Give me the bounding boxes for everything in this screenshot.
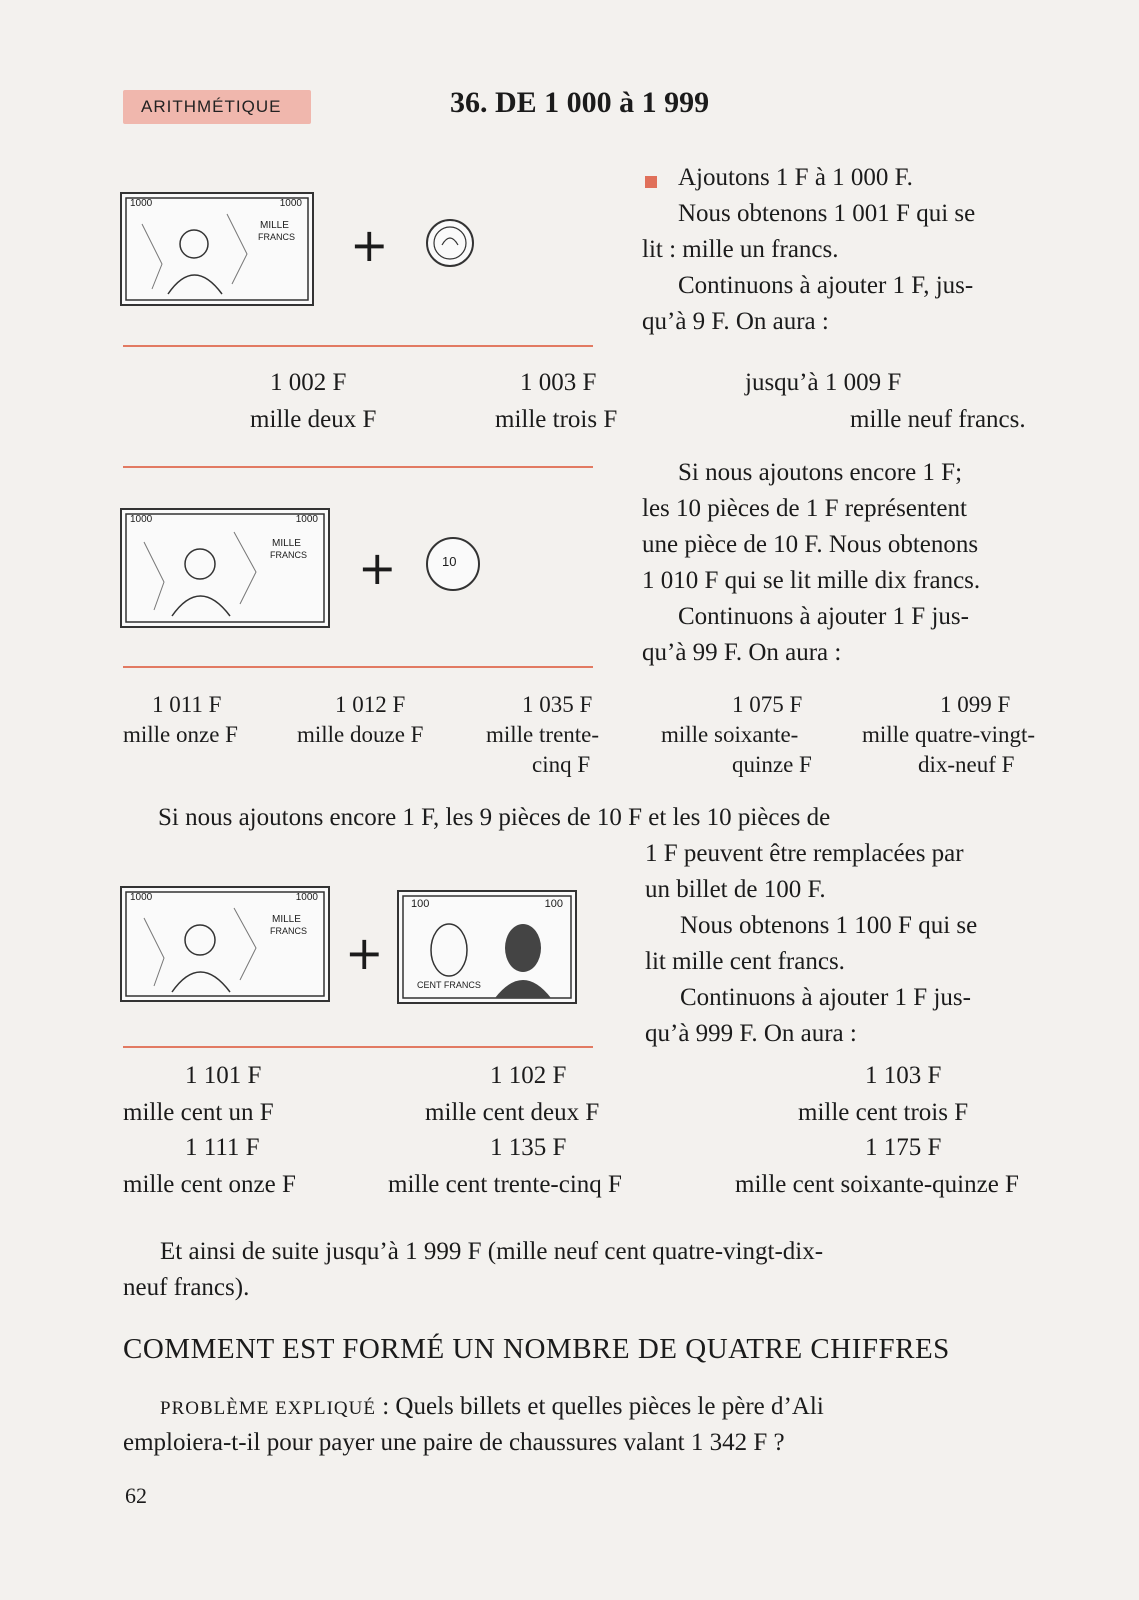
banknote-100-text: CENT FRANCS: [417, 980, 481, 990]
plus-sign: +: [358, 541, 397, 595]
banknote-1000-icon: [122, 888, 328, 1000]
row1-word-3: mille neuf francs.: [850, 406, 1026, 433]
row3-number-3: 1 103 F: [865, 1062, 942, 1089]
row2-word-1: mille onze F: [123, 722, 238, 747]
section-heading: COMMENT EST FORMÉ UN NOMBRE DE QUATRE CHIFFRES: [123, 1333, 950, 1365]
para2-line-2: les 10 pièces de 1 F représentent: [642, 495, 967, 522]
banknote-1000-text-francs: FRANCS: [258, 232, 296, 242]
para3-line-5: lit mille cent francs.: [645, 948, 845, 975]
banknote-1000-text-mille: MILLE: [260, 220, 289, 231]
row1-word-2: mille trois F: [495, 406, 618, 433]
banknote-1000-text-mille: MILLE: [272, 914, 301, 925]
row4-word-3: mille cent soixante-quinze F: [735, 1171, 1019, 1198]
banknote-100-corner-label-right: 100: [544, 898, 563, 910]
row1-word-1: mille deux F: [250, 406, 377, 433]
para3-line-4: Nous obtenons 1 100 F qui se: [680, 912, 978, 939]
para2-line-6: qu’à 99 F. On aura :: [642, 639, 842, 666]
banknote-1000-corner-label-right: 1000: [295, 514, 318, 525]
para3-line-6: Continuons à ajouter 1 F jus-: [680, 984, 971, 1011]
row4-number-3: 1 175 F: [865, 1134, 942, 1161]
row2-number-5: 1 099 F: [940, 692, 1011, 717]
para2-line-5: Continuons à ajouter 1 F jus-: [678, 603, 969, 630]
row2-word-4a: mille soixante-: [661, 722, 799, 747]
page-title: 36. DE 1 000 à 1 999: [450, 86, 710, 119]
divider-rule: [123, 666, 593, 668]
para2-line-1: Si nous ajoutons encore 1 F;: [678, 459, 963, 486]
row3-number-1: 1 101 F: [185, 1062, 262, 1089]
banknote-1000-text-francs: FRANCS: [270, 550, 308, 560]
problem-line-1: [160, 1389, 824, 1427]
banknote-1000-corner-label: 1000: [130, 198, 153, 209]
row2-word-5a: mille quatre-vingt-: [862, 722, 1036, 747]
banknote-1000-corner-label: 1000: [130, 892, 153, 903]
problem-text-1: : Quels billets et quelles pièces le père d’Ali: [375, 1393, 824, 1420]
row2-number-1: 1 011 F: [152, 692, 222, 717]
banknote-100-corner-label: 100: [411, 898, 430, 910]
row2-word-3a: mille trente-: [486, 722, 600, 747]
banknote-1000-corner-label-right: 1000: [295, 892, 318, 903]
intro-line-1: Ajoutons 1 F à 1 000 F.: [678, 164, 913, 191]
para2-line-4: 1 010 F qui se lit mille dix francs.: [642, 567, 981, 594]
problem-line-2: emploiera-t-il pour payer une paire de chaussures valant 1 342 F ?: [123, 1429, 785, 1456]
section-tag-label: ARITHMÉTIQUE: [141, 97, 282, 116]
para2-line-3: une pièce de 10 F. Nous obtenons: [642, 531, 979, 558]
page-number: 62: [125, 1483, 147, 1508]
row2-word-5b: dix-neuf F: [918, 752, 1015, 777]
banknote-1000-icon: [122, 510, 328, 626]
row4-word-1: mille cent onze F: [123, 1171, 296, 1198]
banknote-1000-illustration: [120, 886, 330, 1002]
row4-word-2: mille cent trente-cinq F: [388, 1171, 622, 1198]
row2-word-4b: quinze F: [732, 752, 812, 777]
conclusion-line-2: neuf francs).: [123, 1274, 250, 1301]
problem-label: PROBLÈME EXPLIQUÉ: [160, 1398, 376, 1419]
plus-sign: +: [345, 926, 384, 980]
intro-line-3: lit : mille un francs.: [642, 236, 839, 263]
divider-rule: [123, 1046, 593, 1048]
banknote-1000-corner-label: 1000: [130, 514, 153, 525]
row1-number-2: 1 003 F: [520, 369, 597, 396]
divider-rule: [123, 345, 593, 347]
coin-10-label: 10: [442, 554, 457, 569]
para3-line-7: qu’à 999 F. On aura :: [645, 1020, 857, 1047]
row4-number-1: 1 111 F: [185, 1134, 260, 1161]
para3-line-1: Si nous ajoutons encore 1 F, les 9 pièces de 10 F et les 10 pièces de: [158, 804, 831, 831]
row2-number-2: 1 012 F: [335, 692, 406, 717]
banknote-1000-text-francs: FRANCS: [270, 926, 308, 936]
row4-number-2: 1 135 F: [490, 1134, 567, 1161]
row1-number-3: jusqu’à 1 009 F: [745, 369, 902, 396]
banknote-1000-icon: [122, 194, 312, 304]
banknote-1000-illustration: [120, 192, 314, 306]
banknote-1000-text-mille: MILLE: [272, 538, 301, 549]
row2-word-2: mille douze F: [297, 722, 424, 747]
banknote-1000-illustration: [120, 508, 330, 628]
row2-number-4: 1 075 F: [732, 692, 803, 717]
row3-number-2: 1 102 F: [490, 1062, 567, 1089]
row1-number-1: 1 002 F: [270, 369, 347, 396]
intro-line-2: Nous obtenons 1 001 F qui se: [678, 200, 976, 227]
coin-10-francs-icon: [426, 537, 480, 591]
divider-rule: [123, 466, 593, 468]
row3-word-3: mille cent trois F: [798, 1099, 969, 1126]
para3-line-3: un billet de 100 F.: [645, 876, 826, 903]
banknote-100-illustration: [397, 890, 577, 1004]
row3-word-2: mille cent deux F: [425, 1099, 600, 1126]
coin-1-franc-icon: [426, 219, 474, 267]
banknote-1000-corner-label-right: 1000: [279, 198, 302, 209]
row2-word-3b: cinq F: [532, 752, 591, 777]
section-tag: [123, 90, 311, 124]
intro-line-5: qu’à 9 F. On aura :: [642, 308, 829, 335]
conclusion-line-1: Et ainsi de suite jusqu’à 1 999 F (mille neuf cent quatre-vingt-dix-: [160, 1238, 824, 1265]
para3-line-2: 1 F peuvent être remplacées par: [645, 840, 964, 867]
row3-word-1: mille cent un F: [123, 1099, 274, 1126]
row2-number-3: 1 035 F: [522, 692, 593, 717]
intro-line-4: Continuons à ajouter 1 F, jus-: [678, 272, 974, 299]
bullet-marker: [645, 176, 657, 188]
plus-sign: +: [350, 218, 389, 272]
